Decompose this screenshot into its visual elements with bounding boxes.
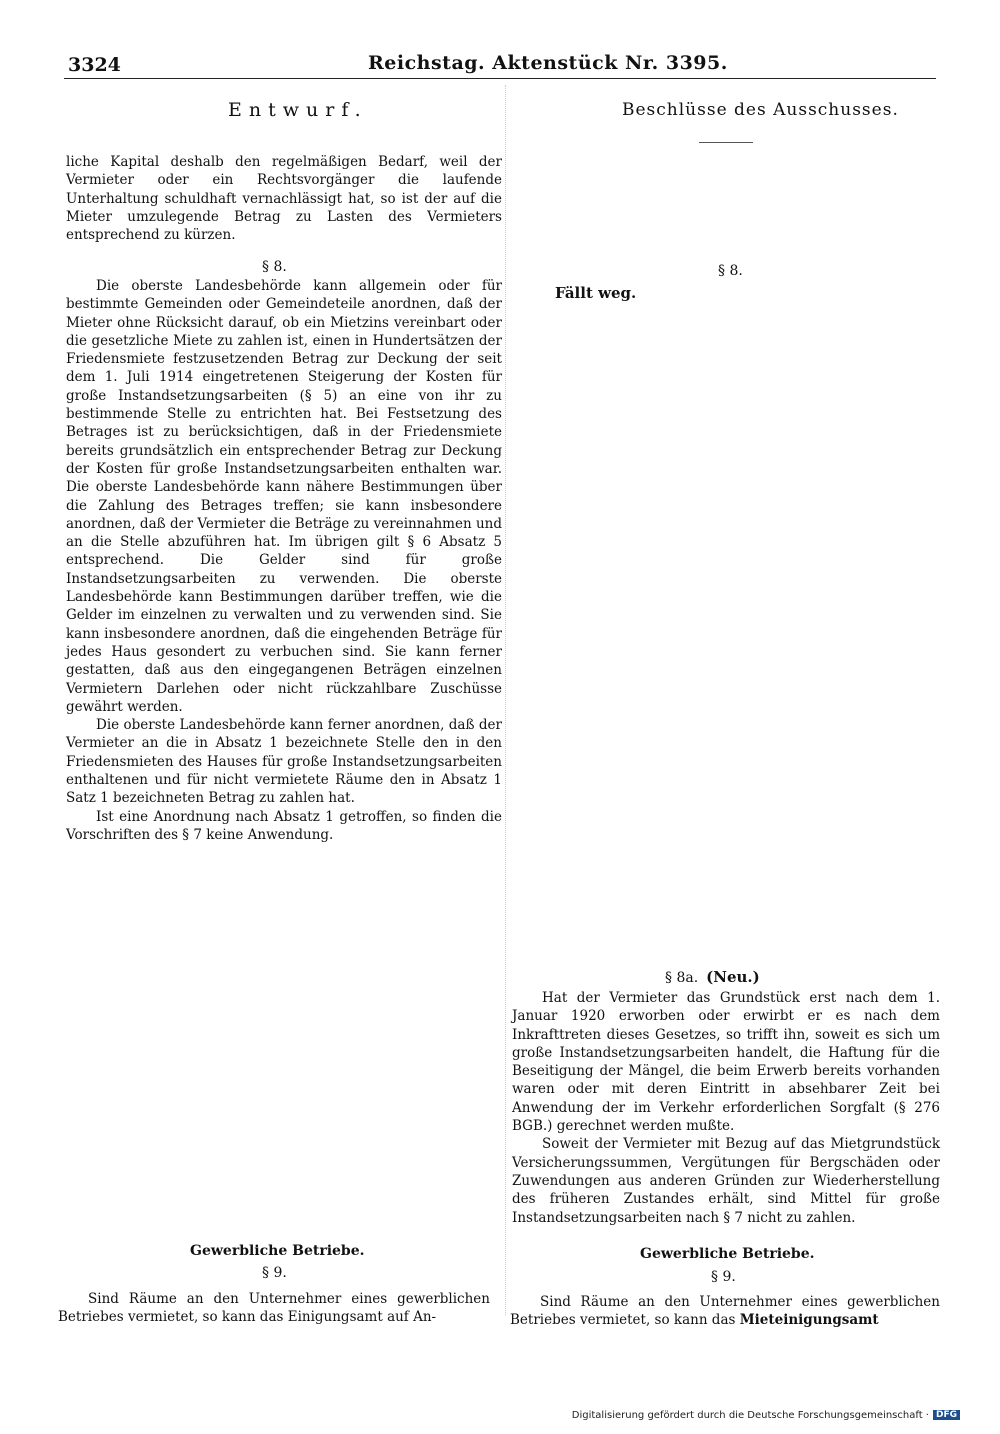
paragraph: Hat der Vermieter das Grundstück erst nach dem 1. Januar 1920 erworben oder erwirbt er es nach dem Inkrafttreten dieses Gesetzes, so trifft ihn, soweit es sich um große Instandsetzungsarbeiten handelt, die Haftung für die Beseitigung der Mängel, die beim Erwerb bereits vorhanden waren oder mit deren Eintritt in absehbarer Zeit bei Anwendung der im Verkehr erforderlichen Sorgfalt (§ 276 BGB.) gerechnet werden mußte.	[512, 990, 940, 1135]
left-section-9-body	[58, 1290, 490, 1327]
mieteinigungsamt-emphasis: Mieteinigungsamt	[739, 1312, 879, 1329]
left-gewerbliche-betriebe-heading: Gewerbliche Betriebe.	[190, 1243, 365, 1259]
column-divider	[505, 85, 506, 1315]
left-column-heading: Entwurf.	[228, 99, 368, 121]
paragraph: Die oberste Landesbehörde kann allgemein oder für bestimmte Gemeinden oder Gemeindeteile anordnen, daß der Mieter ohne Rücksicht darauf, ob ein Mietzins vereinbart oder die gesetzliche Miete zu zahlen ist, einen in Hundertsätzen der Friedensmiete festzusetzenden Betrag zur Deckung der seit dem 1. Juli 1914 eingetretenen Steigerung der Kosten für große Instandsetzungsarbeiten (§ 5) an eine von ihr zu bestimmende Stelle zu entrichten hat. Bei Festsetzung des Betrages ist zu berücksichtigen, daß in der Friedensmiete bereits grundsätzlich ein entsprechender Betrag zur Deckung der Kosten für große Instandsetzungsarbeiten enthalten war. Die oberste Landesbehörde kann nähere Bestimmungen über die Zahlung des Betrages treffen; sie kann insbesondere anordnen, daß der Vermieter die Beträge zu vereinnahmen und an die Stelle abzuführen hat. Im übrigen gilt § 6 Absatz 5 entsprechend. Die Gelder sind für große Instandsetzungsarbeiten zu verwenden. Die oberste Landesbehörde kann Bestimmungen darüber treffen, wie die Gelder im einzelnen zu verwalten und zu verwenden sind. Sie kann insbesondere anordnen, daß die eingehenden Beträge für jedes Haus gesondert zu verbuchen sind. Sie kann ferner gestatten, daß aus den eingegangenen Beträgen einzelnen Vermietern Darlehen oder nicht rückzahlbare Zuschüsse gewährt werden.	[66, 278, 502, 715]
header-rule	[64, 78, 936, 79]
paragraph: liche Kapital deshalb den regelmäßigen Bedarf, weil der Vermieter oder ein Rechtsvorgänger die laufende Unterhaltung schuldhaft vernachlässigt hat, so ist der auf die Mieter umzulegende Betrag zu Lasten des Vermieters entsprechend zu kürzen.	[66, 154, 502, 244]
running-header-title: Reichstag. Aktenstück Nr. 3395.	[368, 52, 728, 74]
footer-credit	[572, 1410, 960, 1421]
left-section-8-heading: § 8.	[262, 259, 287, 275]
right-section-8a-heading	[665, 968, 760, 986]
right-heading-rule	[699, 142, 753, 143]
paragraph: Soweit der Vermieter mit Bezug auf das Mietgrundstück Versicherungssummen, Vergütungen für Bergschäden oder Zuwendungen aus anderen Gründen zur Wiederherstellung des früheren Zustandes erhält, sind Mittel für große Instandsetzungsarbeiten nach § 7 nicht zu zahlen.	[512, 1136, 940, 1226]
section-8a-new-tag: (Neu.)	[706, 968, 760, 986]
dfg-logo: DFG	[933, 1410, 960, 1420]
left-section-8-body	[66, 277, 502, 844]
right-section-8a-body	[512, 989, 940, 1227]
paragraph: Die oberste Landesbehörde kann ferner anordnen, daß der Vermieter an die in Absatz 1 bezeichnete Stelle den in den Friedensmieten des Hauses für große Instandsetzungsarbeiten enthaltenen und für nicht vermietete Räume den in Absatz 1 Satz 1 bezeichneten Betrag zu zahlen hat.	[66, 717, 502, 807]
right-gewerbliche-betriebe-heading: Gewerbliche Betriebe.	[640, 1246, 815, 1262]
right-column-heading: Beschlüsse des Ausschusses.	[622, 100, 899, 120]
paragraph: Sind Räume an den Unternehmer eines gewerblichen Betriebes vermietet, so kann das Einigungsamt auf An-	[58, 1291, 490, 1326]
left-section-9-heading: § 9.	[262, 1265, 287, 1281]
right-section-8-heading: § 8.	[718, 263, 743, 279]
section-8a-number: § 8a.	[665, 970, 699, 986]
paragraph	[510, 1293, 940, 1330]
page-number: 3324	[68, 54, 121, 76]
section-8-status: Fällt weg.	[555, 284, 637, 302]
section-9-text: Sind Räume an den Unternehmer eines gewerblichen Betriebes vermietet, so kann das	[510, 1294, 940, 1329]
right-section-9-heading: § 9.	[711, 1269, 736, 1285]
paragraph: Ist eine Anordnung nach Absatz 1 getroffen, so finden die Vorschriften des § 7 keine Anwendung.	[66, 808, 502, 843]
left-intro-paragraph	[66, 153, 502, 244]
footer-credit-text: Digitalisierung gefördert durch die Deutsche Forschungsgemeinschaft ·	[571, 1410, 929, 1421]
right-section-9-body	[510, 1293, 940, 1330]
